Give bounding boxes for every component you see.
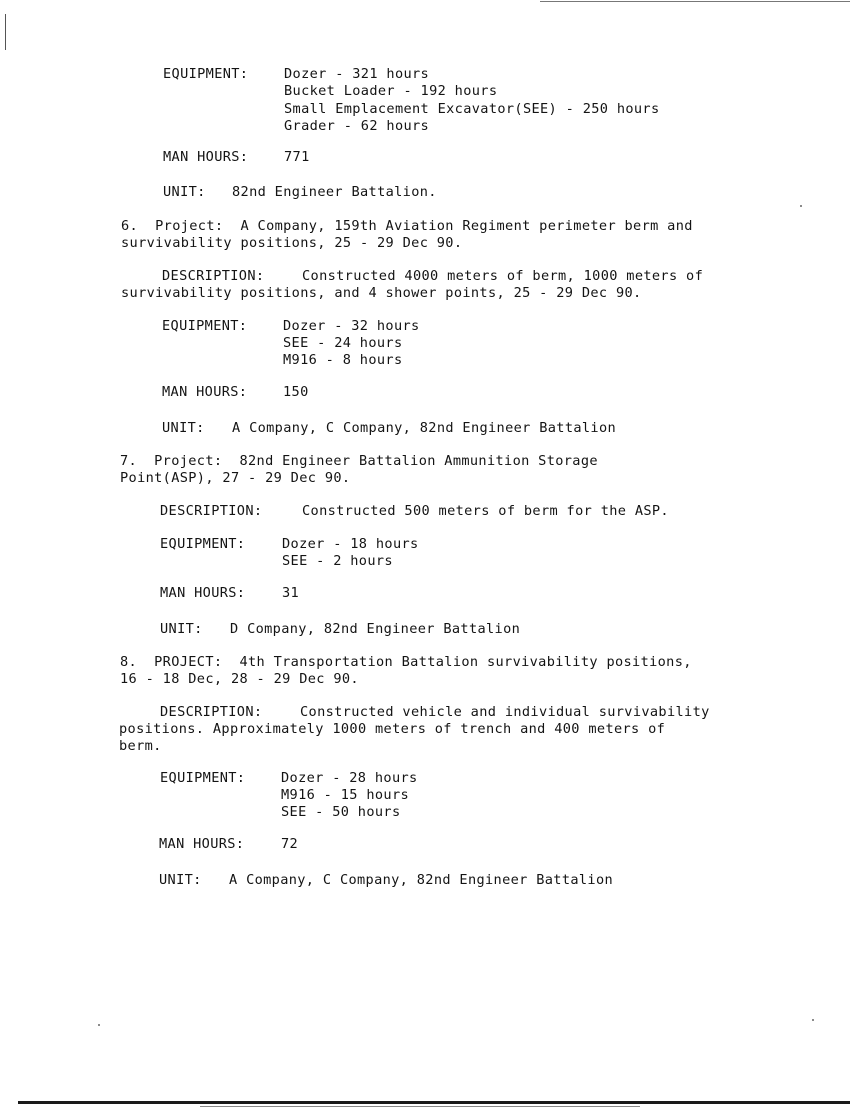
description-label: DESCRIPTION: [162,268,265,284]
description-line: Constructed 500 meters of berm for the ASP. [302,503,669,519]
man-hours-value: 72 [281,836,299,852]
equipment-item: Dozer - 321 hours [284,66,430,82]
equipment-item: M916 - 8 hours [283,352,403,368]
equipment-item: Grader - 62 hours [284,118,430,134]
equipment-item: SEE - 50 hours [281,804,401,820]
equipment-label: EQUIPMENT: [163,66,249,82]
equipment-item: M916 - 15 hours [281,787,410,803]
description-line: Constructed 4000 meters of berm, 1000 meters of [302,268,704,284]
scan-speck [812,1019,814,1021]
scan-speck [98,1024,100,1026]
equipment-item: SEE - 2 hours [282,553,393,569]
equipment-item: Small Emplacement Excavator(SEE) - 250 hours [284,101,660,117]
equipment-item: Bucket Loader - 192 hours [284,83,498,99]
unit-value: D Company, 82nd Engineer Battalion [230,621,521,637]
equipment-label: EQUIPMENT: [160,770,246,786]
unit-value: A Company, C Company, 82nd Engineer Battalion [232,420,617,436]
scan-speck [800,205,802,207]
man-hours-label: MAN HOURS: [160,585,246,601]
unit-label: UNIT: [160,621,203,637]
description-line: survivability positions, and 4 shower points, 25 - 29 Dec 90. [121,285,642,301]
man-hours-value: 150 [283,384,309,400]
man-hours-value: 31 [282,585,300,601]
scan-edge-bottom [18,1101,850,1104]
man-hours-value: 771 [284,149,310,165]
project-title-line: 16 - 18 Dec, 28 - 29 Dec 90. [120,671,359,687]
equipment-label: EQUIPMENT: [160,536,246,552]
project-title-line: 7. Project: 82nd Engineer Battalion Ammunition Storage [120,453,598,469]
project-title-line: survivability positions, 25 - 29 Dec 90. [121,235,463,251]
equipment-item: SEE - 24 hours [283,335,403,351]
description-label: DESCRIPTION: [160,704,263,720]
unit-label: UNIT: [159,872,202,888]
man-hours-label: MAN HOURS: [163,149,249,165]
equipment-label: EQUIPMENT: [162,318,248,334]
man-hours-label: MAN HOURS: [159,836,245,852]
description-label: DESCRIPTION: [160,503,263,519]
equipment-item: Dozer - 18 hours [282,536,419,552]
description-line: Constructed vehicle and individual survivability [300,704,710,720]
project-title-line: Point(ASP), 27 - 29 Dec 90. [120,470,351,486]
unit-label: UNIT: [163,184,206,200]
project-title-line: 6. Project: A Company, 159th Aviation Regiment perimeter berm and [121,218,693,234]
description-line: berm. [119,738,162,754]
unit-label: UNIT: [162,420,205,436]
unit-value: A Company, C Company, 82nd Engineer Battalion [229,872,614,888]
scan-edge-left [5,14,6,50]
project-title-line: 8. PROJECT: 4th Transportation Battalion survivability positions, [120,654,692,670]
scan-edge-bottom-thin [200,1106,640,1107]
scan-edge-top [540,1,850,2]
equipment-item: Dozer - 32 hours [283,318,420,334]
unit-value: 82nd Engineer Battalion. [232,184,437,200]
man-hours-label: MAN HOURS: [162,384,248,400]
description-line: positions. Approximately 1000 meters of trench and 400 meters of [119,721,666,737]
equipment-item: Dozer - 28 hours [281,770,418,786]
